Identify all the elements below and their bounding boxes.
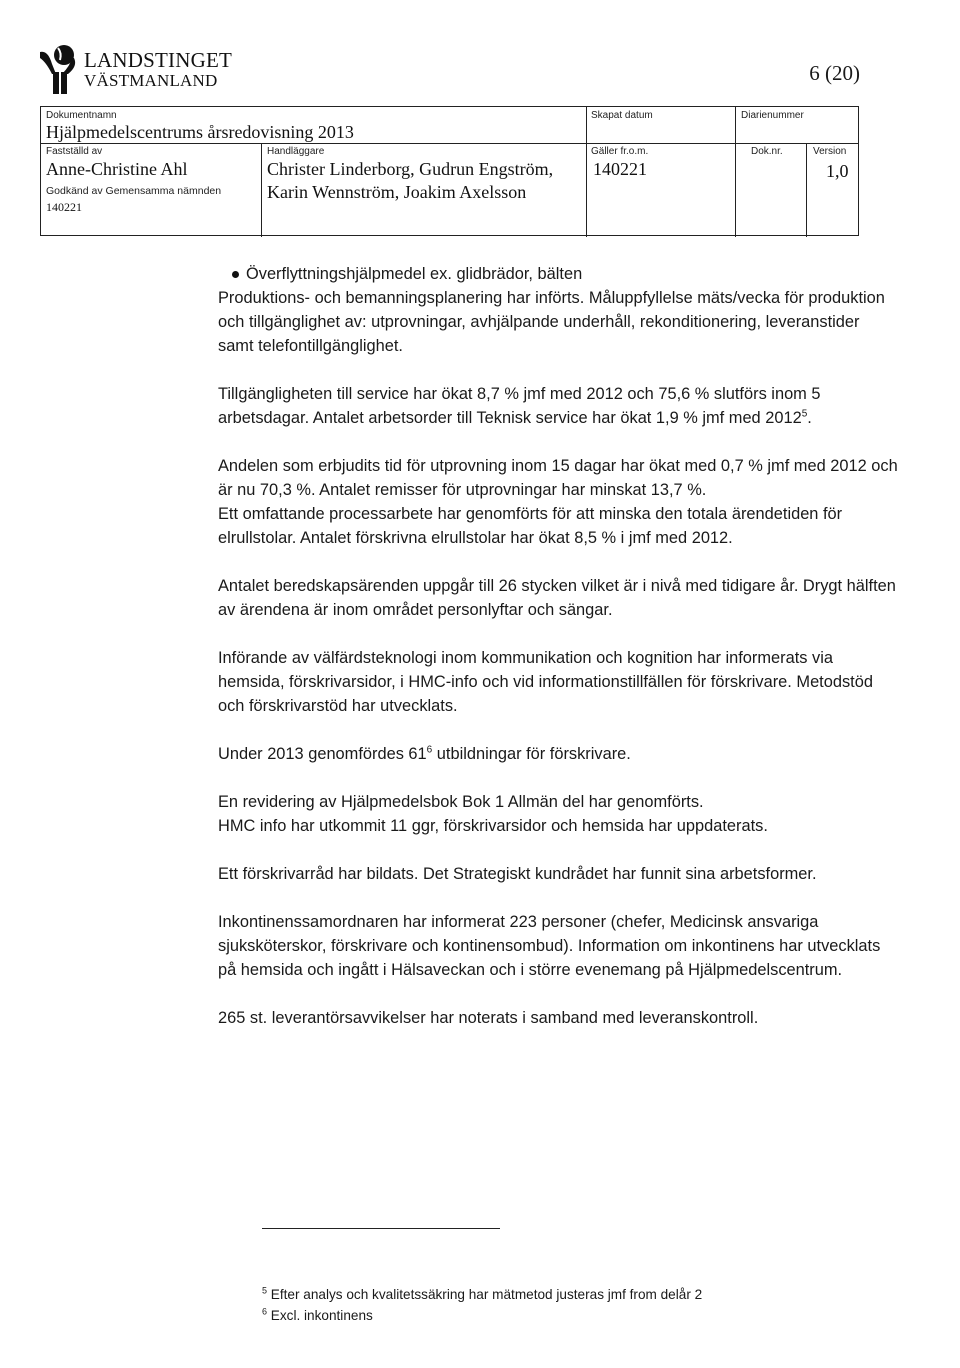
paragraph-process-work: Ett omfattande processarbete har genomförts för att minska den totala ärendetiden för elrullstolar. Antalet förskrivna elrullstolar har ökat 8,5 % i jmf med 2012. [218,505,843,547]
document-header-table [40,106,859,236]
handlaggare-label: Handläggare [267,146,325,157]
godkand-date: 140221 [46,200,82,214]
galler-value: 140221 [593,159,647,179]
footnote-6 [262,1305,702,1326]
paragraph-fitting-time: Andelen som erbjudits tid för utprovning inom 15 dagar har ökat med 0,7 % jmf med 2012 och är nu 70,3 %. Antalet remisser för utprovningar har minskat 13,7 %. [218,457,898,499]
logo-text-line1: LANDSTINGET [84,48,233,72]
table-divider [261,143,262,237]
paragraph-revision: En revidering av Hjälpmedelsbok Bok 1 Allmän del har genomförts. [218,793,704,811]
paragraph-council: Ett förskrivarråd har bildats. Det Strategiskt kundrådet har funnit sina arbetsformer. [218,865,817,883]
paragraph-text: Under 2013 genomfördes 61 [218,745,427,763]
paragraph-production-planning: Produktions- och bemanningsplanering har införts. Måluppfyllelse mäts/vecka för produktion och tillgänglighet av: utprovningar, avhjälpande underhåll, rekonditionering, leveranstider samt telefontillgänglighet. [218,289,885,355]
paragraph-hmc-info: HMC info har utkommit 11 ggr, förskrivarsidor och hemsida har uppdaterats. [218,817,768,835]
footnote-text: Efter analys och kvalitetssäkring har mätmetod justeras jmf from delår 2 [267,1287,703,1302]
bullet-text: Överflyttningshjälpmedel ex. glidbrädor, bälten [246,265,583,283]
paragraph-trainings [218,742,898,766]
paragraph-text: utbildningar för förskrivare. [432,745,631,763]
footnote-ref: 6 [426,744,433,756]
dokumentnamn-value: Hjälpmedelscentrums årsredovisning 2013 [46,122,354,142]
body-text [218,262,898,1030]
list-item [162,262,898,286]
dokumentnamn-label: Dokumentnamn [46,110,117,121]
handlaggare-line2: Karin Wennström, Joakim Axelsson [267,182,527,202]
handlaggare-line1: Christer Linderborg, Gudrun Engström, [267,159,554,179]
paragraph-service-availability [218,382,898,430]
galler-label: Gäller fr.o.m. [591,146,649,157]
paragraph-standby-cases: Antalet beredskapsärenden uppgår till 26 stycken vilket är i nivå med tidigare år. Drygt hälften av ärendena är inom området personlyftar och sängar. [218,577,896,619]
diarienummer-label: Diarienummer [741,110,804,121]
footnote-text: Excl. inkontinens [267,1308,373,1323]
paragraph-text: . [807,409,812,427]
logo-text-line2: VÄSTMANLAND [84,71,218,90]
page-number: 6 (20) [809,61,860,85]
doknr-label: Dok.nr. [751,146,783,157]
footnote-mark: 5 [262,1285,268,1296]
table-divider [735,107,736,237]
skapat-datum-label: Skapat datum [591,110,653,121]
table-divider [806,143,807,237]
footnotes [262,1284,702,1326]
footnote-mark: 6 [262,1306,268,1317]
paragraph-supplier-deviations: 265 st. leverantörsavvikelser har noterats i samband med leveranskontroll. [218,1009,759,1027]
landstinget-logo-icon [38,44,82,96]
version-label: Version [813,146,847,157]
footnote-5 [262,1284,702,1305]
organization-logo [38,44,238,96]
bullet-icon [232,271,239,278]
version-value: 1,0 [826,161,849,181]
paragraph-incontinence: Inkontinenssamordnaren har informerat 223 personer (chefer, Medicinsk ansvariga sjuksköterskor, förskrivare och kontinensombud). Information om inkontinens har utvecklats på hemsida och ingått i Hälsaveckan och i större evenemang på Hjälpmedelscentrum. [218,913,881,979]
paragraph-text: Tillgängligheten till service har ökat 8,7 % jmf med 2012 och 75,6 % slutförs inom 5 arbetsdagar. Antalet arbetsorder till Teknisk service har ökat 1,9 % jmf med 2012 [218,385,821,427]
footnote-ref: 5 [801,408,808,420]
faststalld-av-label: Fastställd av [46,146,103,157]
faststalld-av-value: Anne-Christine Ahl [46,159,188,179]
footnote-separator [262,1228,500,1229]
table-divider [586,107,587,237]
paragraph-welfare-technology: Införande av välfärdsteknologi inom kommunikation och kognition har informerats via hemsida, förskrivarsidor, i HMC-info och vid informationstillfällen för förskrivare. Metodstöd och förskrivarstöd har utvecklats. [218,649,873,715]
godkand-label: Godkänd av Gemensamma nämnden [46,185,222,197]
